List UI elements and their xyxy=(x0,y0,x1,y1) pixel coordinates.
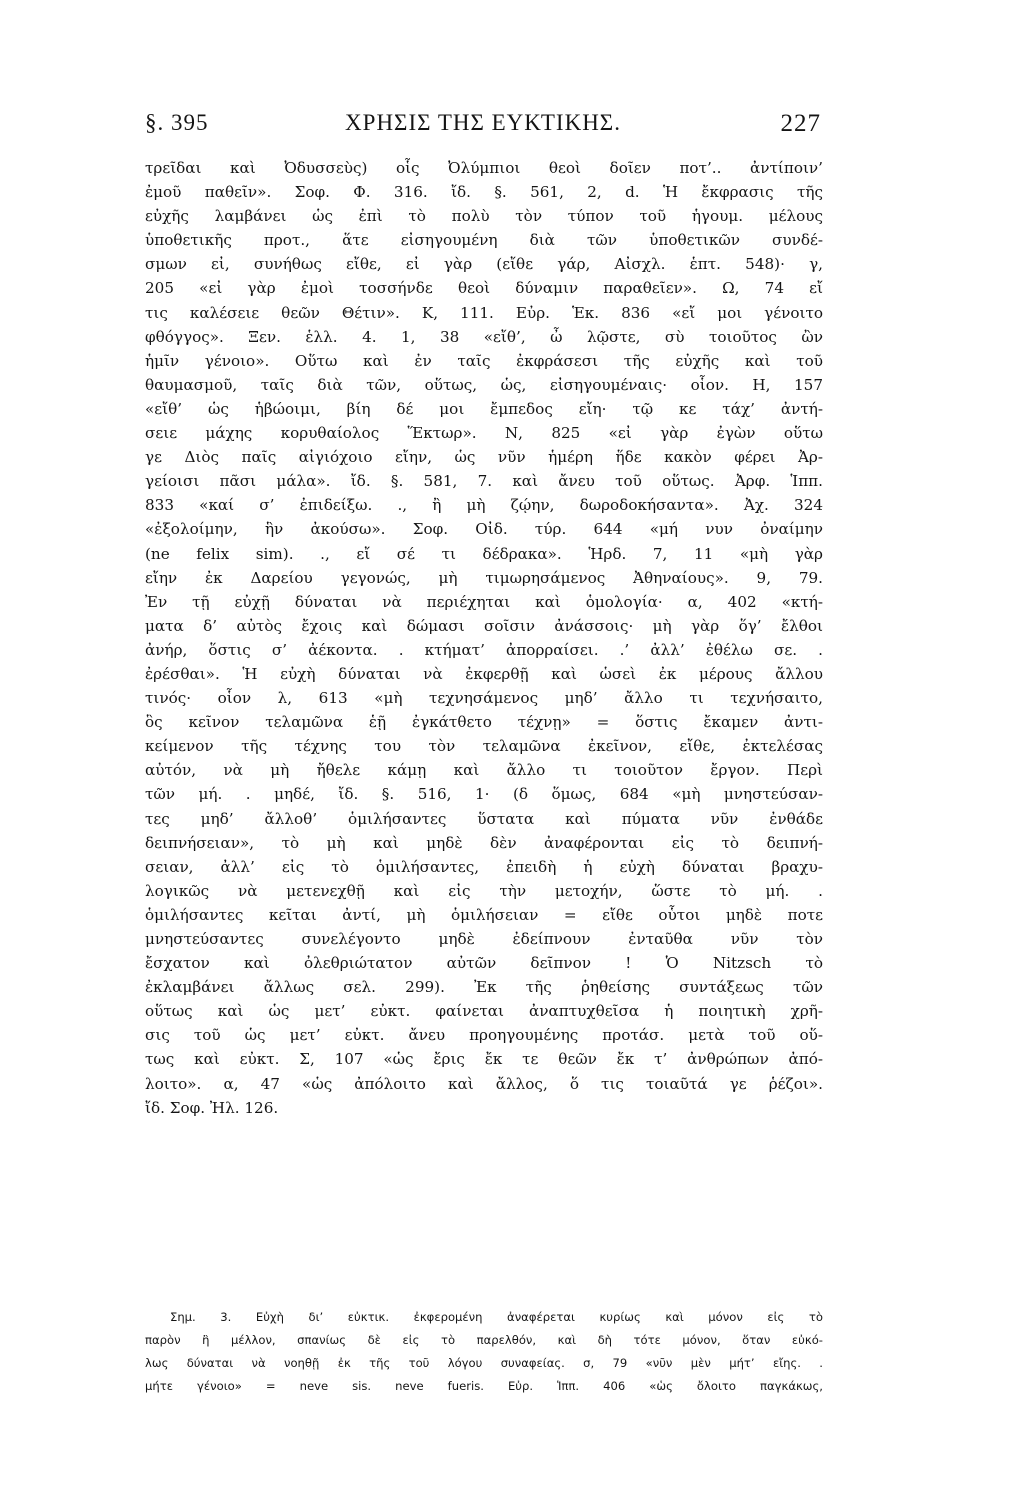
footnote-line: λως δύναται νὰ νοηθῇ ἐκ τῆς τοῦ λόγου συναφείας. σ, 79 «νῦν μὲν μήτ’ εἴης. . xyxy=(145,1356,823,1370)
text-line: ὑποθετικῆς προτ., ἅτε εἰσηγουμένη διὰ τῶν ὑποθετικῶν συνδέ- xyxy=(145,231,823,250)
footnote-line: μήτε γένοιο» = neve sis. neve fueris. Εὐρ. Ἱππ. 406 «ὡς ὄλοιτο παγκάκως, xyxy=(145,1379,823,1393)
text-line: τως καὶ εὐκτ. Σ, 107 «ὡς ἔρις ἔκ τε θεῶν ἔκ τ’ ἀνθρώπων ἀπό- xyxy=(145,1050,823,1069)
text-line: «ἐξολοίμην, ἣν ἀκούσω». Σοφ. Οἰδ. τύρ. 644 «μή νυν ὀναίμην xyxy=(145,520,823,539)
text-line: ἴδ. Σοφ. Ἠλ. 126. xyxy=(145,1098,279,1117)
text-line: Ἐν τῇ εὐχῇ δύναται νὰ περιέχηται καὶ ὁμολογία· α, 402 «κτή- xyxy=(145,592,823,611)
text-line: 205 «εἰ γὰρ ἐμοὶ τοσσήνδε θεοὶ δύναμιν παραθεῖεν». Ω, 74 εἴ xyxy=(145,279,823,298)
text-line: φθόγγος». Ξεν. ἑλλ. 4. 1, 38 «εἴθ’, ὦ λῷστε, σὺ τοιοῦτος ὢν xyxy=(145,327,823,346)
text-line: ἐρέσθαι». Ἡ εὐχὴ δύναται νὰ ἐκφερθῇ καὶ ὡσεὶ ἐκ μέρους ἄλλου xyxy=(145,664,823,683)
text-line: κείμενον τῆς τέχνης του τὸν τελαμῶνα ἐκεῖνον, εἴθε, ἐκτελέσας xyxy=(145,737,823,756)
text-line: γε Διὸς παῖς αἰγιόχοιο εἴην, ὡς νῦν ἡμέρη ἥδε κακὸν φέρει Ἀρ- xyxy=(145,448,823,467)
text-line: γείοισι πᾶσι μάλα». ἴδ. §. 581, 7. καὶ ἄνευ τοῦ οὕτως. Ἀρφ. Ἱππ. xyxy=(145,472,823,491)
text-line: οὕτως καὶ ὡς μετ’ εὐκτ. φαίνεται ἀναπτυχθεῖσα ἡ ποιητικὴ χρῆ- xyxy=(145,1002,823,1021)
text-line: ὃς κεῖνον τελαμῶνα ἑῇ ἐγκάτθετο τέχνῃ» = ὅστις ἔκαμεν ἀντι- xyxy=(145,713,823,732)
text-line: τις καλέσειε θεῶν Θέτιν». Κ, 111. Εὐρ. Ἑκ. 836 «εἴ μοι γένοιτο xyxy=(145,303,823,322)
text-line: εἴην ἐκ Δαρείου γεγονώς, μὴ τιμωρησάμενος Ἀθηναίους». 9, 79. xyxy=(145,568,823,587)
text-line: σειε μάχης κορυθαίολος Ἕκτωρ». Ν, 825 «εἰ γὰρ ἐγὼν οὕτω xyxy=(145,424,823,443)
page-number: 227 xyxy=(780,110,821,137)
text-line: αὐτόν, νὰ μὴ ἤθελε κάμῃ καὶ ἄλλο τι τοιοῦτον ἔργον. Περὶ xyxy=(145,761,823,780)
text-line: ἡμῖν γένοιο». Οὕτω καὶ ἐν ταῖς ἐκφράσεσι τῆς εὐχῆς καὶ τοῦ xyxy=(145,351,823,370)
text-line: σειαν, ἀλλ’ εἰς τὸ ὁμιλήσαντες, ἐπειδὴ ἡ εὐχὴ δύναται βραχυ- xyxy=(145,857,823,876)
text-line: ὁμιλήσαντες κεῖται ἀντί, μὴ ὁμιλήσειαν = εἴθε οὗτοι μηδὲ ποτε xyxy=(145,905,823,924)
text-line: 833 «καί σ’ ἐπιδείξω. ., ἢ μὴ ζῴην, δωροδοκήσαντα». Ἀχ. 324 xyxy=(145,496,823,515)
text-line: δειπνήσειαν», τὸ μὴ καὶ μηδὲ δὲν ἀναφέρονται εἰς τὸ δειπνή- xyxy=(145,833,823,852)
text-line: ἐκλαμβάνει ἄλλως σελ. 299). Ἐκ τῆς ῥηθείσης συντάξεως τῶν xyxy=(145,978,823,997)
footnote xyxy=(145,1306,823,1398)
footnote-line: Σημ. 3. Εὐχὴ δι’ εὐκτικ. ἐκφερομένη ἀναφέρεται κυρίως καὶ μόνον εἰς τὸ xyxy=(170,1310,823,1324)
text-line: τῶν μή. . μηδέ, ἴδ. §. 516, 1· (δ ὅμως, 684 «μὴ μνηστεύσαν- xyxy=(145,785,823,804)
text-line: τες μηδ’ ἄλλοθ’ ὁμιλήσαντες ὕστατα καὶ πύματα νῦν ἐνθάδε xyxy=(145,809,823,828)
text-line: σις τοῦ ὡς μετ’ εὐκτ. ἄνευ προηγουμένης προτάσ. μετὰ τοῦ οὕ- xyxy=(145,1026,823,1045)
text-line: τρεῖδαι καὶ Ὀδυσσεὺς) οἷς Ὀλύμπιοι θεοὶ δοῖεν ποτ’.. ἀντίποιν’ xyxy=(145,159,823,177)
chapter-title: ΧΡΗΣΙΣ ΤΗΣ ΕΥΚΤΙΚΗΣ. xyxy=(345,110,621,135)
text-line: θαυμασμοῦ, ταῖς διὰ τῶν, οὕτως, ὡς, εἰσηγουμέναις· οἷον. Η, 157 xyxy=(145,375,823,394)
text-line: λογικῶς νὰ μετενεχθῇ καὶ εἰς τὴν μετοχήν, ὥστε τὸ μή. . xyxy=(145,881,823,900)
text-line: ἐμοῦ παθεῖν». Σοφ. Φ. 316. ἴδ. §. 561, 2, d. Ἡ ἔκφρασις τῆς xyxy=(145,183,823,202)
text-line: ἔσχατον καὶ ὀλεθριώτατον αὐτῶν δεῖπνον ! Ὁ Nitzsch τὸ xyxy=(145,954,823,973)
text-line: (ne felix sim). ., εἴ σέ τι δέδρακα». Ἡρδ. 7, 11 «μὴ γὰρ xyxy=(145,544,823,563)
text-line: «εἴθ’ ὡς ἡβώοιμι, βίη δέ μοι ἔμπεδος εἴη· τῷ κε τάχ’ ἀντή- xyxy=(145,399,823,418)
text-line: τινός· οἷον λ, 613 «μὴ τεχνησάμενος μηδ’ ἄλλο τι τεχνήσαιτο, xyxy=(145,689,823,708)
text-line: ματα δ’ αὐτὸς ἔχοις καὶ δώμασι σοῖσιν ἀνάσσοις· μὴ γὰρ ὅγ’ ἔλθοι xyxy=(145,616,823,635)
running-header xyxy=(145,110,821,144)
text-line: εὐχῆς λαμβάνει ὡς ἐπὶ τὸ πολὺ τὸν τύπον τοῦ ἡγουμ. μέλους xyxy=(145,207,823,226)
footnote-line: παρὸν ἢ μέλλον, σπανίως δὲ εἰς τὸ παρελθόν, καὶ δὴ τότε μόνον, ὅταν εὐκό- xyxy=(145,1333,823,1347)
text-line: ἀνήρ, ὅστις σ’ ἀέκοντα. . κτήματ’ ἀπορραίσει. .’ ἀλλ’ ἐθέλω σε. . xyxy=(145,640,823,659)
section-number: §. 395 xyxy=(145,110,209,135)
text-line: λοιτο». α, 47 «ὡς ἀπόλοιτο καὶ ἄλλος, ὅ τις τοιαῦτά γε ῥέζοι». xyxy=(145,1074,823,1093)
text-line: σμων εἰ, συνήθως εἴθε, εἰ γὰρ (εἴθε γάρ, Αἰσχλ. ἑπτ. 548)· γ, xyxy=(145,255,823,274)
body-text xyxy=(145,156,823,1120)
text-line: μνηστεύσαντες συνελέγοντο μηδὲ ἐδείπνουν ἐνταῦθα νῦν τὸν xyxy=(145,930,823,948)
